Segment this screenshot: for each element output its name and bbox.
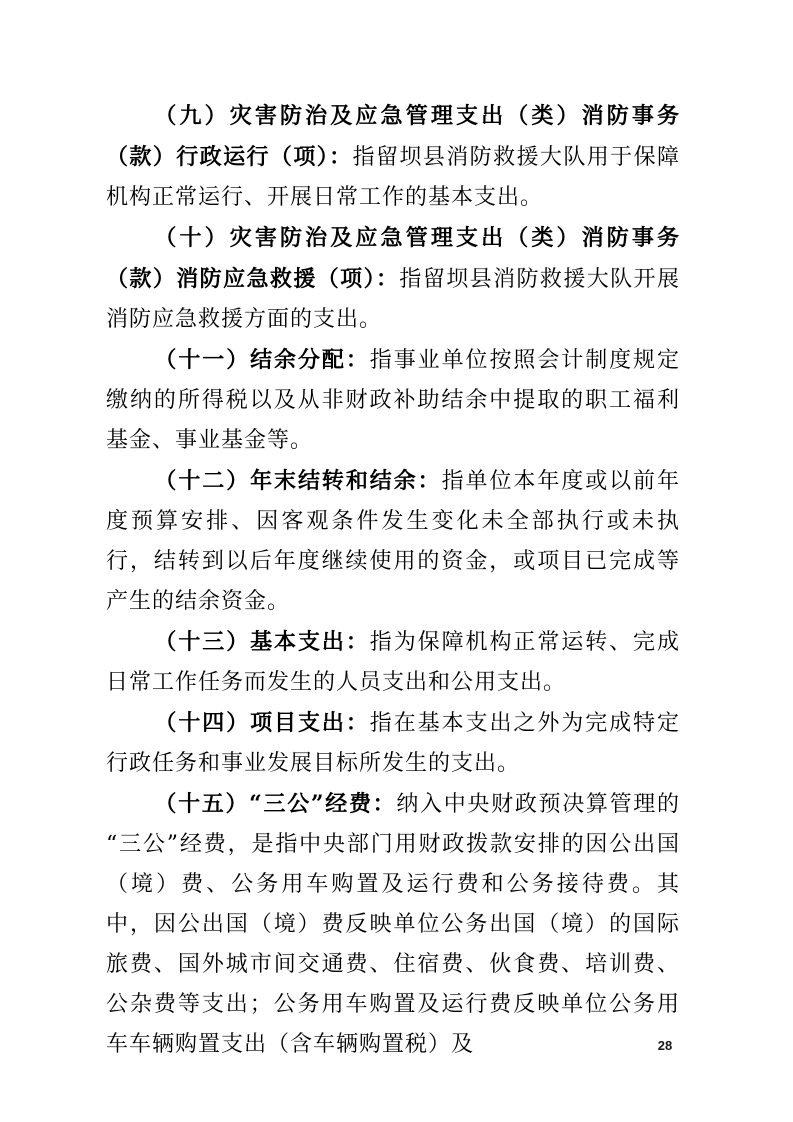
document-body xyxy=(106,96,680,1065)
paragraph-text: 指在基本支出之外为完成特定行政任务和事业发展目标所发生的支出。 xyxy=(106,711,680,776)
paragraph-lead-bold: （十五）“三公”经费： xyxy=(154,791,397,817)
paragraph-item-10 xyxy=(106,218,680,340)
paragraph-lead-bold: （十三）基本支出： xyxy=(154,629,370,655)
paragraph-lead-bold: （十）灾害防治及应急管理支出（类）消防事务（款）消防应急救援（项）： xyxy=(106,225,680,292)
page-number: 28 xyxy=(657,1038,673,1053)
paragraph-lead-bold: （十四）项目支出： xyxy=(154,710,370,736)
paragraph-item-14 xyxy=(106,703,680,784)
paragraph-text: 纳入中央财政预决算管理的“三公”经费，是指中央部门用财政拨款安排的因公出国（境）费、公务用车购置及运行费和公务接待费。其中，因公出国（境）费反映单位公务出国（境）的国际旅费、国外城市间交通费、住宿费、伙食费、培训费、公杂费等支出；公务用车购置及运行费反映单位公务用车车辆购置支出（含车辆购置税）及 xyxy=(106,792,680,1057)
paragraph-item-9 xyxy=(106,96,680,218)
paragraph-lead-bold: （十二）年末结转和结余： xyxy=(154,468,442,494)
paragraph-lead-bold: （九）灾害防治及应急管理支出（类）消防事务（款）行政运行（项）： xyxy=(106,103,680,170)
paragraph-text: 指事业单位按照会计制度规定缴纳的所得税以及从非财政补助结余中提取的职工福利基金、事业基金等。 xyxy=(106,348,680,453)
paragraph-item-12 xyxy=(106,461,680,622)
paragraph-text: 指留坝县消防救援大队开展消防应急救援方面的支出。 xyxy=(106,267,680,332)
paragraph-text: 指为保障机构正常运转、完成日常工作任务而发生的人员支出和公用支出。 xyxy=(106,630,680,695)
paragraph-text: 指留坝县消防救援大队用于保障机构正常运行、开展日常工作的基本支出。 xyxy=(106,145,680,210)
paragraph-item-13 xyxy=(106,622,680,703)
paragraph-text: 指单位本年度或以前年度预算安排、因客观条件发生变化未全部执行或未执行，结转到以后年度继续使用的资金，或项目已完成等产生的结余资金。 xyxy=(106,469,680,614)
paragraph-lead-bold: （十一）结余分配： xyxy=(154,347,370,373)
paragraph-item-15 xyxy=(106,784,680,1065)
paragraph-item-11 xyxy=(106,340,680,461)
